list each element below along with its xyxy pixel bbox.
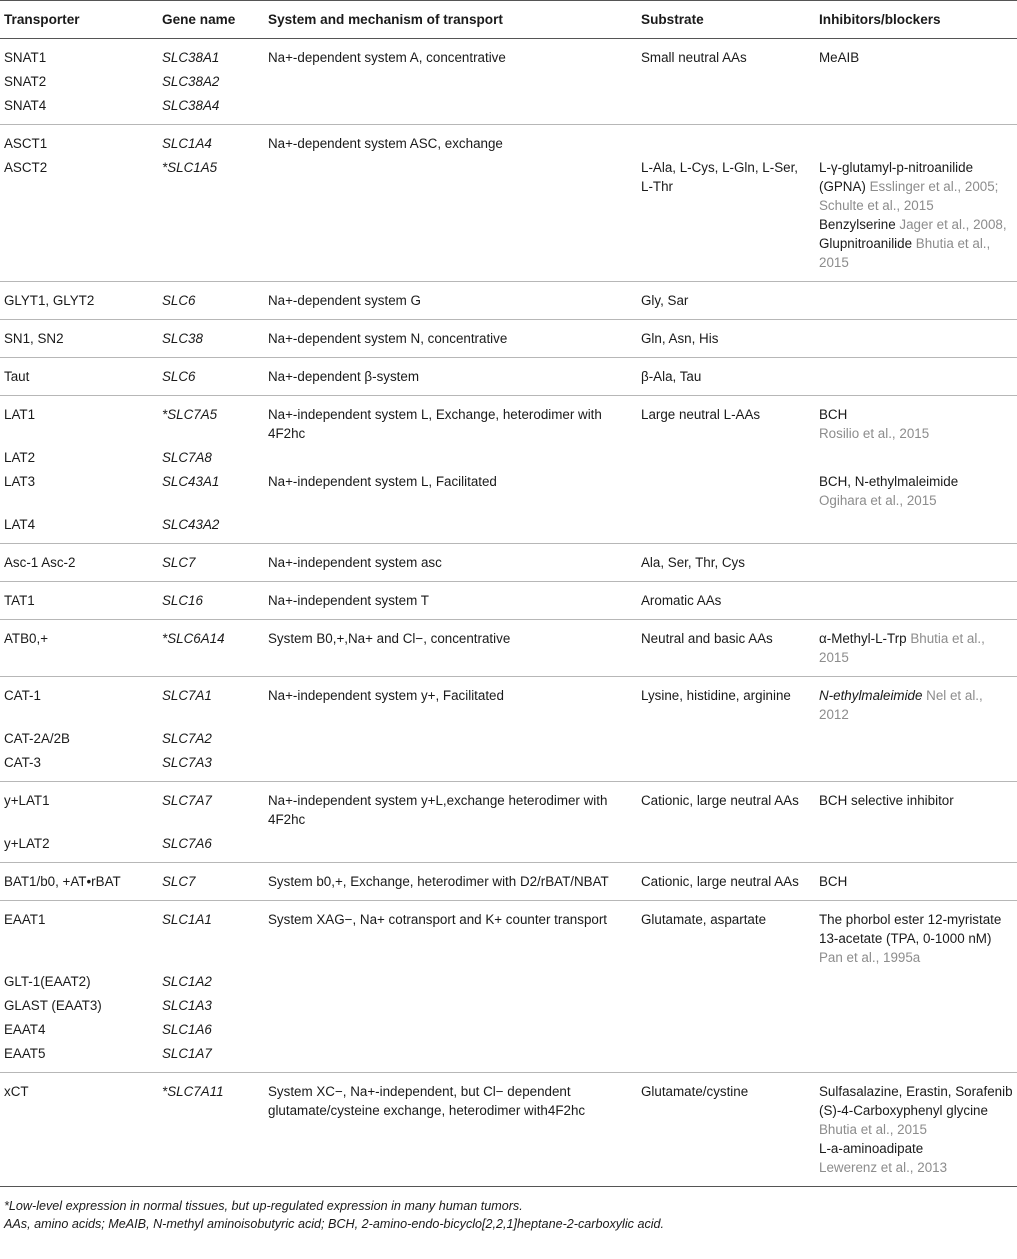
inhibitor-text: The phorbol ester 12-myristate 13-acetate (TPA, 0-1000 nM) (819, 912, 1002, 946)
table-row (0, 1073, 1017, 1187)
gene-cell: SLC1A3 (162, 998, 212, 1013)
gene-cell: SLC7A8 (162, 450, 212, 465)
reference-link[interactable]: Lewerenz et al., 2013 (819, 1160, 948, 1175)
inhibitor-text: Sulfasalazine, Erastin, Sorafenib (S)-4-Carboxyphenyl glycine (819, 1084, 1013, 1118)
table-row (0, 39, 1017, 70)
gene-cell: SLC6 (158, 358, 264, 396)
inhibitor-text: L-a-aminoadipate (819, 1141, 924, 1156)
gene-cell: SLC7 (158, 863, 264, 901)
gene-cell: *SLC6A14 (158, 620, 264, 677)
gene-cell: SLC7A7 (162, 793, 212, 808)
reference-link[interactable]: Esslinger et al., 2005; Schulte et al., 2015 (819, 179, 999, 213)
system-cell: Na+-independent system asc (264, 544, 637, 582)
inhibitor-cell (815, 396, 1017, 446)
reference-link[interactable]: Bhutia et al., 2015 (819, 631, 985, 665)
substrate-cell: Small neutral AAs (641, 50, 747, 65)
inhibitor-cell: BCH (815, 863, 1017, 901)
reference-link[interactable]: Bhutia et al., 2015 (819, 1122, 927, 1137)
transporter-cell: SN1, SN2 (0, 320, 158, 358)
substrate-cell: Cationic, large neutral AAs (641, 793, 799, 808)
table-row (0, 677, 1017, 727)
table-row (0, 1041, 1017, 1073)
table-row (0, 469, 1017, 512)
gene-cell: SLC38A1 (162, 50, 220, 65)
table-row (0, 69, 1017, 93)
table-row (0, 396, 1017, 446)
inhibitor-text: Glupnitroanilide (819, 236, 913, 251)
reference-link[interactable]: Ogihara et al., 2015 (819, 493, 937, 508)
gene-cell: SLC7A6 (158, 831, 264, 863)
transporter-cell: CAT-2A/2B (4, 731, 70, 746)
transporter-cell: SNAT4 (0, 93, 158, 125)
transporter-cell: LAT4 (0, 512, 158, 544)
system-cell: System XC−, Na+-independent, but Cl− dependent glutamate/cysteine exchange, heterodimer with4F2hc (264, 1073, 637, 1187)
system-cell: Na+-dependent system N, concentrative (264, 320, 637, 358)
transporter-cell: ASCT2 (0, 155, 158, 282)
system-cell: System B0,+,Na+ and Cl−, concentrative (264, 620, 637, 677)
gene-cell: SLC38 (158, 320, 264, 358)
transporter-cell: ASCT1 (4, 136, 48, 151)
table-row (0, 320, 1017, 358)
gene-cell: SLC43A1 (162, 474, 220, 489)
reference-link[interactable]: Nel et al., 2012 (819, 688, 983, 722)
substrate-cell: Lysine, histidine, arginine (641, 688, 791, 703)
transporter-cell: EAAT1 (4, 912, 46, 927)
table-row (0, 969, 1017, 993)
gene-cell: SLC1A1 (162, 912, 212, 927)
gene-cell: *SLC7A11 (158, 1073, 264, 1187)
table-row (0, 901, 1017, 970)
gene-cell: SLC7A3 (158, 750, 264, 782)
gene-cell: SLC7A2 (162, 731, 212, 746)
substrate-cell: Glutamate/cystine (637, 1073, 815, 1187)
transporter-cell: BAT1/b0, +AT•rBAT (0, 863, 158, 901)
inhibitor-text: α-Methyl-L-Trp (819, 631, 907, 646)
table-row (0, 93, 1017, 125)
transporter-cell: SNAT1 (4, 50, 47, 65)
inhibitor-cell (815, 469, 1017, 512)
table-row (0, 358, 1017, 396)
substrate-cell: Gly, Sar (637, 282, 815, 320)
gene-cell: SLC38A2 (162, 74, 220, 89)
transporter-cell: Taut (0, 358, 158, 396)
reference-link[interactable]: Jager et al., 2008, (899, 217, 1007, 232)
gene-cell: *SLC7A5 (162, 407, 218, 422)
substrate-cell: Ala, Ser, Thr, Cys (637, 544, 815, 582)
inhibitor-text: BCH, N-ethylmaleimide (819, 474, 959, 489)
footnote-star: *Low-level expression in normal tissues, but up-regulated expression in many human tumors. (4, 1199, 523, 1213)
table-row (0, 1017, 1017, 1041)
transporter-cell: LAT2 (4, 450, 36, 465)
substrate-cell: Cationic, large neutral AAs (637, 863, 815, 901)
table-row (0, 831, 1017, 863)
header-system: System and mechanism of transport (264, 1, 637, 39)
reference-link[interactable]: Bhutia et al., 2015 (819, 236, 991, 270)
system-cell: Na+-independent system L, Exchange, heterodimer with 4F2hc (268, 407, 602, 441)
table-row (0, 125, 1017, 156)
system-cell: Na+-independent system L, Facilitated (268, 474, 497, 489)
substrate-cell: Glutamate, aspartate (641, 912, 767, 927)
table-row (0, 620, 1017, 677)
table-footnotes (0, 1187, 1017, 1233)
transporter-cell: GLYT1, GLYT2 (0, 282, 158, 320)
table-row (0, 282, 1017, 320)
substrate-cell: Large neutral L-AAs (641, 407, 761, 422)
transporter-cell: LAT1 (4, 407, 36, 422)
transporter-cell: y+LAT2 (0, 831, 158, 863)
system-cell: System b0,+, Exchange, heterodimer with D2/rBAT/NBAT (264, 863, 637, 901)
substrate-cell: Neutral and basic AAs (637, 620, 815, 677)
inhibitor-cell: MeAIB (819, 50, 860, 65)
transporter-cell: GLAST (EAAT3) (4, 998, 102, 1013)
gene-cell: SLC1A4 (162, 136, 212, 151)
gene-cell: SLC6 (158, 282, 264, 320)
system-cell: System XAG−, Na+ cotransport and K+ counter transport (268, 912, 608, 927)
reference-link[interactable]: Rosilio et al., 2015 (819, 426, 930, 441)
system-cell: Na+-dependent system A, concentrative (268, 50, 506, 65)
gene-cell: SLC1A2 (162, 974, 212, 989)
inhibitor-cell (815, 1073, 1017, 1187)
gene-cell: SLC38A4 (158, 93, 264, 125)
substrate-cell: β-Ala, Tau (637, 358, 815, 396)
header-inhibitors: Inhibitors/blockers (815, 1, 1017, 39)
header-transporter: Transporter (0, 1, 158, 39)
transporter-cell: y+LAT1 (4, 793, 50, 808)
substrate-cell: L-Ala, L-Cys, L-Gln, L-Ser, L-Thr (637, 155, 815, 282)
table-row (0, 155, 1017, 282)
system-cell: Na+-dependent system G (264, 282, 637, 320)
transporter-cell: SNAT2 (4, 74, 47, 89)
table-row (0, 782, 1017, 832)
gene-cell: SLC43A2 (158, 512, 264, 544)
inhibitor-cell (815, 620, 1017, 677)
gene-cell: SLC7 (158, 544, 264, 582)
table-row (0, 726, 1017, 750)
transporter-cell: EAAT5 (0, 1041, 158, 1073)
table-row (0, 582, 1017, 620)
gene-cell: SLC16 (158, 582, 264, 620)
footnote-abbreviations: AAs, amino acids; MeAIB, N-methyl aminoisobutyric acid; BCH, 2-amino-endo-bicyclo[2,2,1]heptane-2-carboxylic acid. (4, 1217, 665, 1231)
inhibitor-text: N-ethylmaleimide (819, 688, 923, 703)
inhibitor-text: BCH (819, 407, 848, 422)
substrate-cell: Gln, Asn, His (637, 320, 815, 358)
system-cell: Na+-independent system T (264, 582, 637, 620)
transporter-cell: xCT (0, 1073, 158, 1187)
system-cell: Na+-independent system y+, Facilitated (268, 688, 504, 703)
transporter-cell: CAT-1 (4, 688, 41, 703)
gene-cell: SLC7A1 (162, 688, 212, 703)
transporter-cell: LAT3 (4, 474, 36, 489)
gene-cell: *SLC1A5 (158, 155, 264, 282)
header-row (0, 1, 1017, 39)
inhibitor-cell (815, 901, 1017, 970)
table-row (0, 445, 1017, 469)
inhibitor-text: L-γ-glutamyl-p-nitroanilide (GPNA) (819, 160, 974, 194)
header-gene: Gene name (158, 1, 264, 39)
substrate-cell: Aromatic AAs (637, 582, 815, 620)
transporter-cell: ATB0,+ (0, 620, 158, 677)
system-cell: Na+-dependent β-system (264, 358, 637, 396)
table-row (0, 993, 1017, 1017)
transporter-cell: TAT1 (0, 582, 158, 620)
transporter-cell: CAT-3 (0, 750, 158, 782)
reference-link[interactable]: Pan et al., 1995a (819, 950, 921, 965)
table-row (0, 544, 1017, 582)
table-row (0, 512, 1017, 544)
inhibitor-cell (815, 155, 1017, 282)
inhibitor-text: Benzylserine (819, 217, 896, 232)
system-cell: Na+-dependent system ASC, exchange (268, 136, 503, 151)
transporter-cell: GLT-1(EAAT2) (4, 974, 91, 989)
system-cell: Na+-independent system y+L,exchange heterodimer with 4F2hc (268, 793, 608, 827)
transporter-cell: EAAT4 (4, 1022, 46, 1037)
gene-cell: SLC1A7 (158, 1041, 264, 1073)
gene-cell: SLC1A6 (162, 1022, 212, 1037)
transporter-cell: Asc-1 Asc-2 (0, 544, 158, 582)
inhibitor-cell: BCH selective inhibitor (819, 793, 954, 808)
table-row (0, 863, 1017, 901)
inhibitor-cell (815, 677, 1017, 727)
table-row (0, 750, 1017, 782)
header-substrate: Substrate (637, 1, 815, 39)
